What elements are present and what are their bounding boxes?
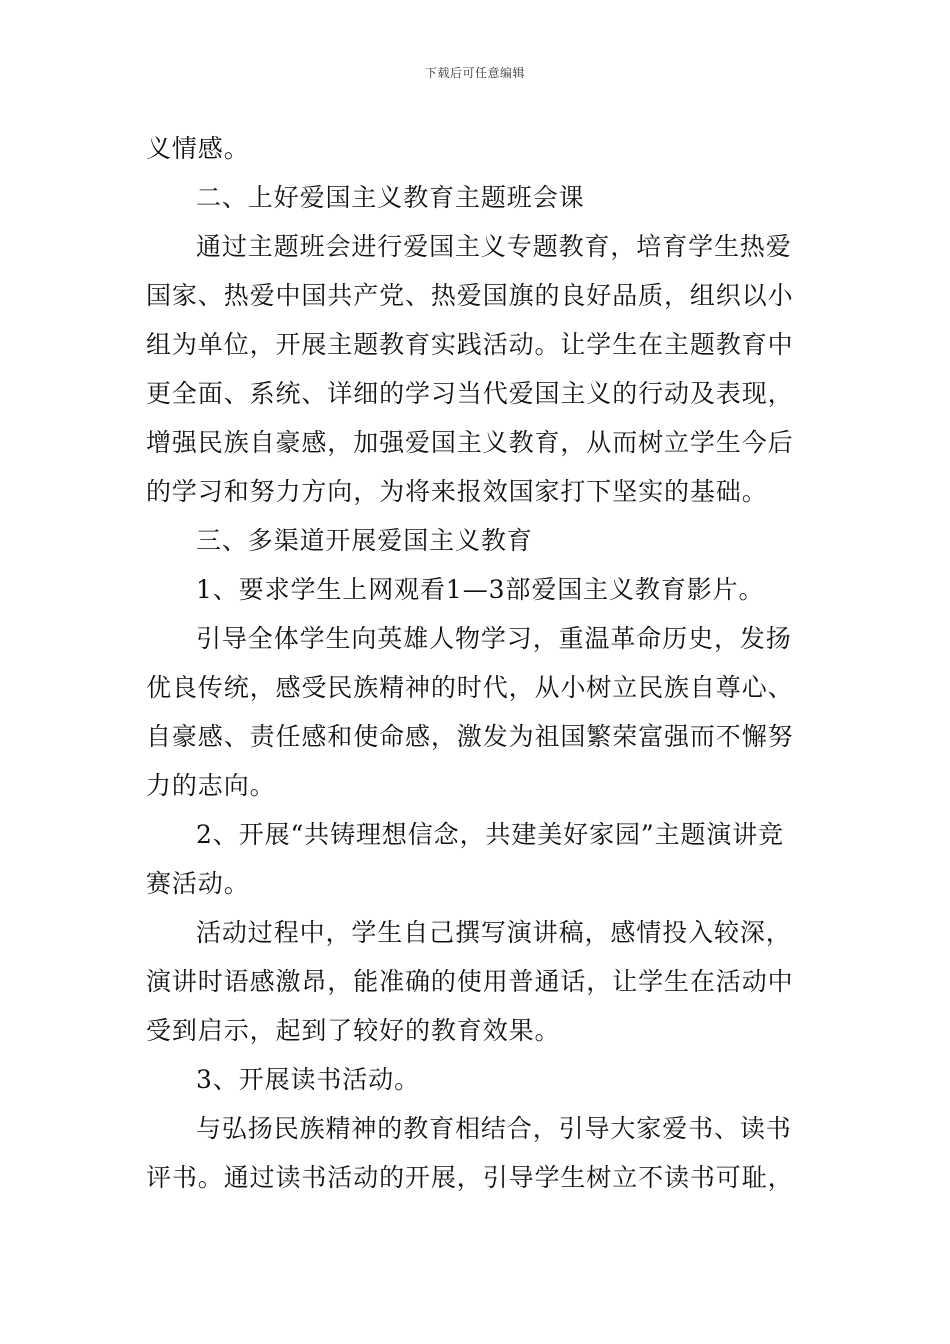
text-line: 引导全体学生向英雄人物学习，重温革命历史，发扬 (196, 624, 792, 653)
text-line: 国家、热爱中国共产党、热爱国旗的良好品质，组织以小 (146, 281, 794, 310)
text-line: 自豪感、责任感和使命感，激发为祖国繁荣富强而不懈努 (146, 722, 794, 751)
text-line: 1、要求学生上网观看1—3部爱国主义教育影片。 (196, 575, 765, 604)
text-line: 增强民族自豪感，加强爱国主义教育，从而树立学生今后 (146, 428, 794, 457)
text-line: 优良传统，感受民族精神的时代，从小树立民族自尊心、 (146, 673, 794, 702)
page-header: 下载后可任意编辑 (424, 66, 525, 80)
text-line: 义情感。 (146, 134, 250, 163)
text-line: 受到启示，起到了较好的教育效果。 (146, 1016, 561, 1045)
text-line: 赛活动。 (146, 869, 250, 898)
text-line: 二、上好爱国主义教育主题班会课 (196, 183, 585, 212)
text-line: 与弘扬民族精神的教育相结合，引导大家爱书、读书 (196, 1114, 792, 1143)
body-text (146, 124, 808, 1202)
text-line: 通过主题班会进行爱国主义专题教育，培育学生热爱 (196, 232, 792, 261)
text-line: 评书。通过读书活动的开展，引导学生树立不读书可耻， (146, 1163, 794, 1192)
text-line: 活动过程中，学生自己撰写演讲稿，感情投入较深， (196, 918, 792, 947)
text-line: 3、开展读书活动。 (196, 1065, 421, 1094)
text-line: 的学习和努力方向，为将来报效国家打下坚实的基础。 (146, 477, 768, 506)
text-line: 力的志向。 (146, 771, 276, 800)
text-line: 演讲时语感激昂，能准确的使用普通话，让学生在活动中 (146, 967, 794, 996)
text-line: 2、开展“共铸理想信念，共建美好家园”主题演讲竞 (196, 820, 785, 849)
text-line: 三、多渠道开展爱国主义教育 (196, 526, 533, 555)
text-line: 组为单位，开展主题教育实践活动。让学生在主题教育中 (146, 330, 794, 359)
text-line: 更全面、系统、详细的学习当代爱国主义的行动及表现， (146, 379, 794, 408)
